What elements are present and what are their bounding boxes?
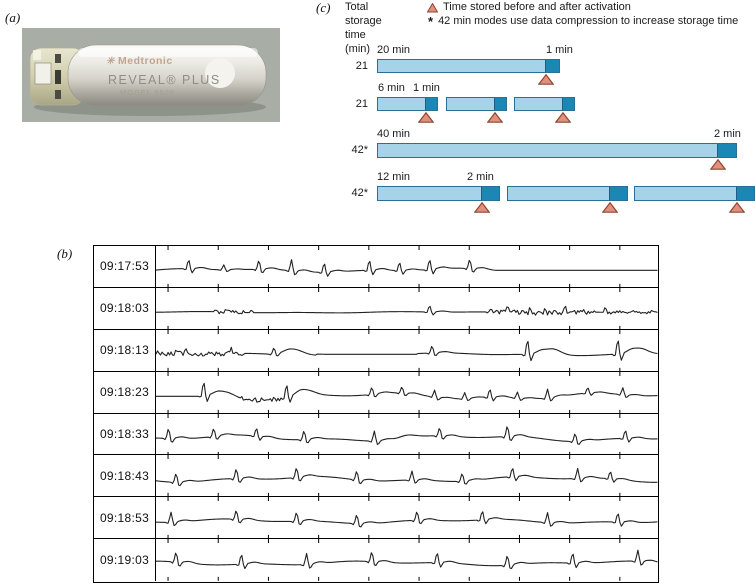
activation-triangle-icon bbox=[487, 112, 503, 123]
ecg-waveform bbox=[156, 260, 657, 277]
legend-compression bbox=[428, 15, 738, 28]
storage-bar-before-segment bbox=[377, 59, 560, 73]
storage-bar-before-segment bbox=[377, 143, 737, 158]
ecg-waveform bbox=[156, 426, 657, 443]
storage-bar-before-segment bbox=[377, 97, 438, 111]
ecg-strip-row bbox=[94, 330, 658, 372]
legend-activation bbox=[427, 1, 631, 13]
ecg-trace-area bbox=[156, 455, 658, 496]
ecg-waveform bbox=[156, 341, 657, 361]
ecg-strip-row bbox=[94, 246, 658, 288]
time-tick-marks bbox=[168, 497, 620, 539]
storage-bar-before-segment bbox=[634, 186, 755, 201]
ecg-trace-area bbox=[156, 497, 658, 538]
time-tick-marks bbox=[168, 455, 620, 497]
activation-triangle-icon bbox=[418, 112, 434, 123]
ecg-timestamp: 09:17:53 bbox=[94, 246, 156, 287]
panel-c-label: (c) bbox=[316, 0, 331, 15]
ecg-trace-area bbox=[156, 372, 658, 413]
storage-duration-label: 2 min bbox=[714, 128, 741, 140]
storage-bar-before-segment bbox=[507, 186, 628, 201]
activation-triangle-icon bbox=[538, 74, 554, 85]
ecg-trace-svg bbox=[156, 288, 658, 330]
storage-bar-after-segment bbox=[717, 144, 736, 157]
ecg-waveform bbox=[156, 511, 657, 527]
storage-duration-label: 40 min bbox=[377, 128, 411, 140]
ecg-trace-svg bbox=[156, 497, 658, 539]
time-tick-marks bbox=[168, 288, 620, 330]
ecg-timestamp: 09:18:23 bbox=[94, 372, 156, 413]
storage-duration-label: 1 min bbox=[413, 82, 440, 94]
storage-duration-label: 6 min bbox=[378, 82, 405, 94]
storage-duration-label: 20 min bbox=[377, 44, 411, 56]
activation-triangle-icon bbox=[710, 159, 726, 170]
activation-triangle-icon bbox=[729, 202, 745, 213]
activation-triangle-icon bbox=[427, 3, 438, 13]
medtronic-logo-icon: ✳ bbox=[106, 56, 115, 67]
storage-bar-after-segment bbox=[562, 98, 574, 110]
device-header-slot bbox=[55, 90, 61, 99]
legend-activation-text: Time stored before and after activation bbox=[443, 1, 631, 13]
ecg-strip-row bbox=[94, 455, 658, 497]
ecg-timestamp: 09:18:13 bbox=[94, 330, 156, 371]
storage-row-total: 21 bbox=[355, 59, 368, 72]
device-brand-text: Medtronic bbox=[118, 55, 173, 67]
ecg-trace-area bbox=[156, 246, 658, 287]
ecg-strip-row bbox=[94, 288, 658, 330]
storage-header-line: time bbox=[345, 29, 366, 41]
storage-bar-after-segment bbox=[736, 187, 754, 200]
device-header-slot bbox=[55, 54, 61, 63]
legend-compression-text: 42 min modes use data compression to increase storage time bbox=[438, 15, 739, 27]
device-electrode-contact bbox=[35, 63, 51, 84]
ecg-timestamp: 09:18:43 bbox=[94, 455, 156, 496]
ecg-waveform bbox=[156, 306, 657, 315]
ecg-strip-panel bbox=[93, 245, 659, 583]
ecg-timestamp: 09:18:33 bbox=[94, 414, 156, 455]
storage-duration-label: 12 min bbox=[377, 171, 411, 183]
storage-header-line: (min) bbox=[345, 43, 371, 55]
ecg-waveform bbox=[156, 550, 657, 568]
ecg-timestamp: 09:18:03 bbox=[94, 288, 156, 329]
ecg-strip-row bbox=[94, 372, 658, 414]
device-name-text: REVEAL® PLUS bbox=[108, 73, 221, 87]
storage-duration-label: 2 min bbox=[467, 171, 494, 183]
storage-bar-after-segment bbox=[609, 187, 627, 200]
ecg-trace-svg bbox=[156, 414, 658, 456]
storage-bar-after-segment bbox=[545, 60, 559, 72]
storage-bar-after-segment bbox=[425, 98, 437, 110]
ecg-trace-svg bbox=[156, 539, 658, 581]
activation-triangle-icon bbox=[602, 202, 618, 213]
ecg-waveform bbox=[156, 383, 657, 402]
storage-row-total: 42* bbox=[351, 187, 368, 199]
ecg-waveform bbox=[156, 469, 657, 486]
device-model-text: MODEL 9526 bbox=[120, 88, 176, 97]
asterisk-icon: * bbox=[428, 14, 434, 29]
time-tick-marks bbox=[168, 246, 620, 288]
ecg-trace-area bbox=[156, 414, 658, 455]
ecg-trace-svg bbox=[156, 330, 658, 372]
storage-bar-after-segment bbox=[494, 98, 506, 110]
device-photo bbox=[22, 28, 280, 122]
device-header-highlight bbox=[33, 50, 41, 60]
ecg-trace-svg bbox=[156, 455, 658, 497]
ecg-timestamp: 09:18:53 bbox=[94, 497, 156, 538]
storage-header-line: storage bbox=[345, 15, 382, 27]
storage-duration-label: 1 min bbox=[546, 44, 573, 56]
device-photo-svg bbox=[22, 28, 280, 122]
ecg-trace-area bbox=[156, 539, 658, 581]
ecg-trace-area bbox=[156, 288, 658, 329]
activation-triangle-icon bbox=[474, 202, 490, 213]
storage-bar-before-segment bbox=[446, 97, 507, 111]
ecg-trace-svg bbox=[156, 246, 658, 288]
storage-row-total: 21 bbox=[355, 97, 368, 110]
device-header-slot bbox=[55, 70, 61, 84]
panel-b-label: (b) bbox=[57, 246, 73, 261]
storage-header-line: Total bbox=[345, 1, 369, 13]
storage-row-total: 42* bbox=[351, 144, 368, 156]
ecg-trace-svg bbox=[156, 372, 658, 414]
storage-bar-before-segment bbox=[514, 97, 575, 111]
ecg-strip-row bbox=[94, 497, 658, 539]
storage-bar-after-segment bbox=[481, 187, 499, 200]
time-tick-marks bbox=[168, 539, 620, 581]
storage-bar-before-segment bbox=[377, 186, 500, 201]
panel-a-label: (a) bbox=[5, 10, 21, 25]
ecg-trace-area bbox=[156, 330, 658, 371]
ecg-timestamp: 09:19:03 bbox=[94, 539, 156, 581]
activation-triangle-icon bbox=[555, 112, 571, 123]
time-tick-marks bbox=[168, 330, 620, 372]
ecg-strip-row bbox=[94, 414, 658, 456]
ecg-strip-row bbox=[94, 539, 658, 581]
